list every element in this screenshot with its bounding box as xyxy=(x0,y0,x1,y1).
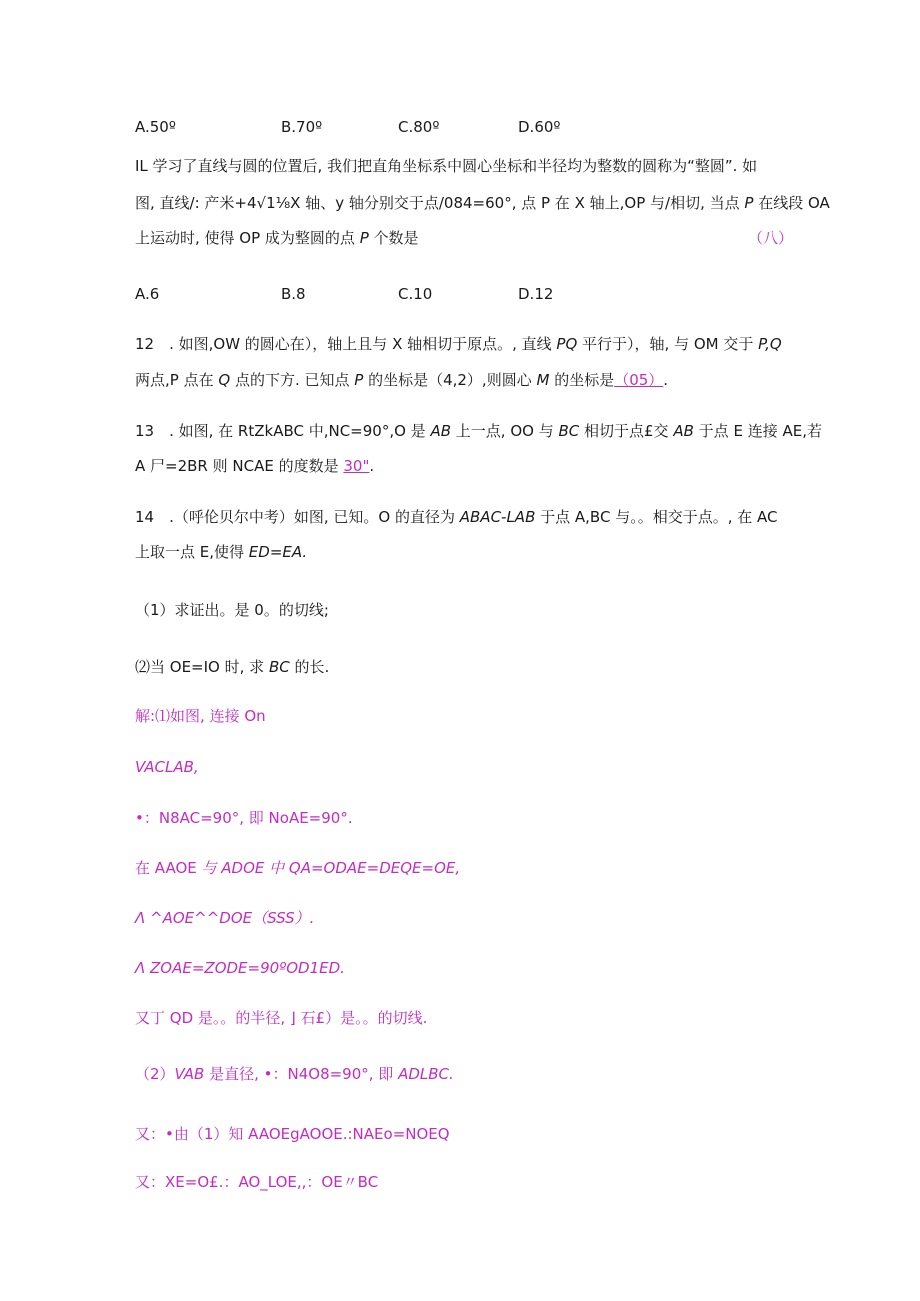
q12-text: 两点,P 点在 xyxy=(135,371,219,389)
q13-text: 相切于点£交 xyxy=(579,422,674,440)
q13-text: . xyxy=(369,457,375,475)
q13-text: 于点 E 连接 AE,若 xyxy=(693,422,822,440)
solution-line-3: •：N8AC=90°, 即 NoAE=90°. xyxy=(135,809,353,827)
q14-var: ABAC-LAB xyxy=(459,508,536,526)
q13-text: 13 . 如图, 在 RtZkABC 中,NC=90°,O 是 xyxy=(135,422,431,440)
q13-text: A 尸=2BR 则 NCAE 的度数是 xyxy=(135,457,344,475)
q11-text: 图, 直线/: 产米+4√1⅛X 轴、y 轴分别交于点/084=60°, 点 P 在 X 轴上,OP 与/相切, 当点 xyxy=(135,194,745,212)
q12-var: P xyxy=(354,371,364,389)
q14-text: 的长. xyxy=(289,658,330,676)
q11-option-c: C.10 xyxy=(398,285,433,303)
q12-line-1 xyxy=(135,334,782,354)
q11-option-a: A.6 xyxy=(135,285,160,303)
q12-var: P,Q xyxy=(758,335,782,353)
q11-var: P xyxy=(744,194,754,212)
solution-line-2: VACLAB, xyxy=(135,758,199,776)
solution-line-4 xyxy=(135,858,460,878)
q14-text: 14 .（呼伦贝尔中考）如图, 已知。O 的直径为 xyxy=(135,508,460,526)
q11-text: 在线段 OA xyxy=(753,194,830,212)
q12-answer: （05） xyxy=(614,371,664,389)
q10-option-d: D.60º xyxy=(518,118,561,136)
q14-line-2 xyxy=(135,542,307,562)
q12-var: PQ xyxy=(556,335,578,353)
solution-line-10: 又：XE=O£.：AO_LOE,,：OE〃BC xyxy=(135,1173,379,1191)
solution-text: 是直径, •：N4O8=90°, 即 xyxy=(204,1065,399,1083)
solution-line-7: 又丁 QD 是。。的半径, ⌋ 石£）是。。的切线. xyxy=(135,1009,428,1027)
q14-text: 上取一点 E,使得 xyxy=(135,543,249,561)
solution-line-6: Λ ZOAE=ZODE=90ºOD1ED. xyxy=(135,959,345,977)
q11-text: 个数是 xyxy=(368,229,419,247)
q12-line-2 xyxy=(135,370,668,390)
q13-line-2 xyxy=(135,456,374,476)
solution-line-9: 又：•由（1）知 AAOEgAOOE.:NAEo=NOEQ xyxy=(135,1125,450,1143)
solution-text: ADLBC. xyxy=(398,1065,454,1083)
q12-text: 的坐标是 xyxy=(549,371,615,389)
q13-var: BC xyxy=(558,422,580,440)
q11-line-2 xyxy=(135,193,830,213)
solution-line-8 xyxy=(135,1064,454,1084)
q14-part-1: （1）求证出。是 0。的切线; xyxy=(135,601,329,619)
q13-var: AB xyxy=(673,422,694,440)
q14-part-2 xyxy=(135,657,329,677)
q10-option-b: B.70º xyxy=(281,118,323,136)
q11-var: P xyxy=(359,229,369,247)
q13-answer: 30" xyxy=(343,457,370,475)
q12-var: M xyxy=(536,371,550,389)
solution-line-5: Λ ^AOE^^DOE（SSS）. xyxy=(135,909,315,927)
q14-var: ED=EA. xyxy=(248,543,308,561)
q12-text: 平行于），轴, 与 OM 交于 xyxy=(577,335,759,353)
q14-text: 于点 A,BC 与。。相交于点。, 在 AC xyxy=(535,508,778,526)
q12-text: 的坐标是（4,2）,则圆心 xyxy=(363,371,537,389)
q11-line-3 xyxy=(135,228,419,248)
q10-option-c: C.80º xyxy=(398,118,440,136)
solution-text: VAB xyxy=(174,1065,205,1083)
q13-text: 上一点, OO 与 xyxy=(451,422,559,440)
q14-var: BC xyxy=(268,658,290,676)
q11-option-b: B.8 xyxy=(281,285,306,303)
q11-line-1: IL 学习了直线与圆的位置后, 我们把直角坐标系中圆心坐标和半径均为整数的圆称为“整圆”. 如 xyxy=(135,157,758,175)
q12-text: 点的下方. 已知点 xyxy=(230,371,355,389)
solution-text: 与 ADOE 中 QA=ODAE=DEQE=OE, xyxy=(201,859,461,877)
q12-text: . xyxy=(663,371,669,389)
q11-text: 上运动时, 使得 OP 成为整圆的点 xyxy=(135,229,360,247)
solution-text: （2） xyxy=(135,1065,175,1083)
q10-option-a: A.50º xyxy=(135,118,176,136)
q11-option-d: D.12 xyxy=(518,285,554,303)
solution-line-1: 解:⑴如图, 连接 On xyxy=(135,707,266,725)
q13-var: AB xyxy=(430,422,452,440)
solution-text: 在 AAOE xyxy=(135,859,202,877)
q14-line-1 xyxy=(135,507,777,527)
q13-line-1 xyxy=(135,421,822,441)
q12-var: Q xyxy=(218,371,231,389)
q12-text: 12 . 如图,OW 的圆心在），轴上且与 X 轴相切于原点。, 直线 xyxy=(135,335,557,353)
q11-answer: （八） xyxy=(748,229,794,247)
q14-text: ⑵当 OE=IO 时, 求 xyxy=(135,658,269,676)
